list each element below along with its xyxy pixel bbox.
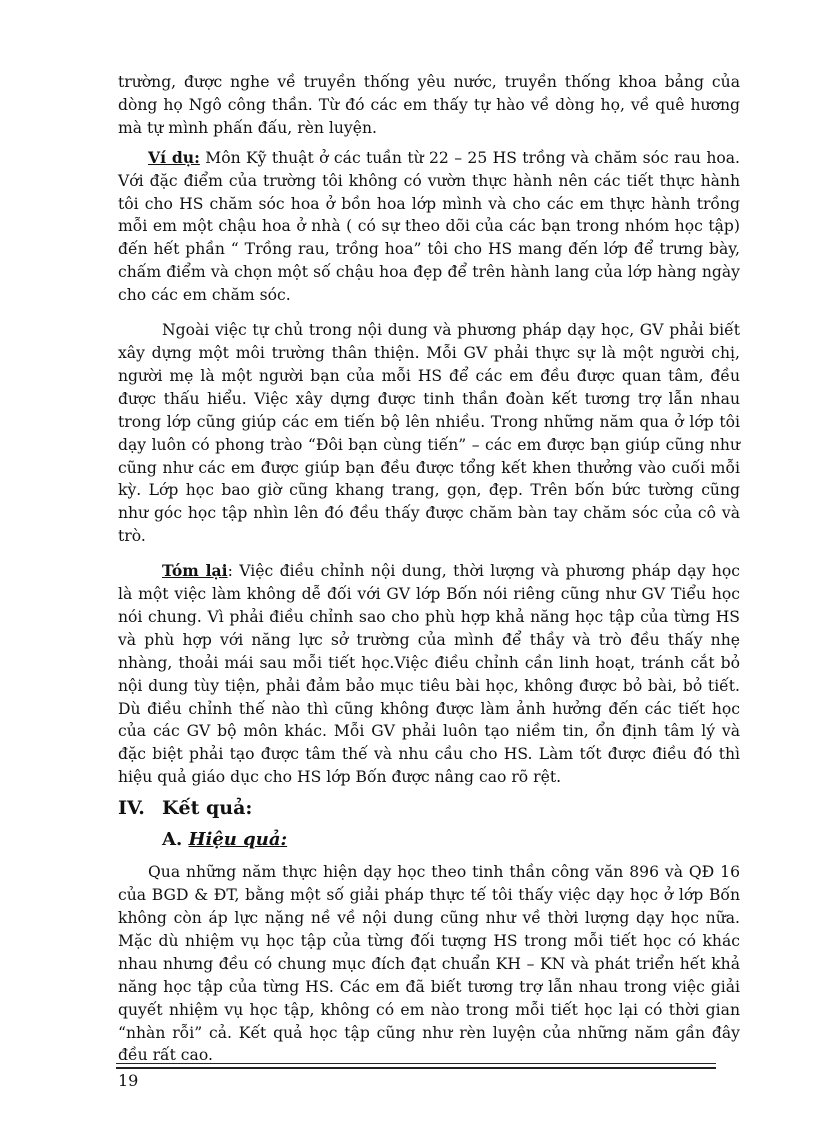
section-heading-results: [118, 794, 740, 822]
subsection-title: Hiệu quả:: [188, 829, 288, 851]
footer-rule-thick: [116, 1067, 716, 1069]
page-number: 19: [118, 1071, 139, 1090]
summary-lead: Tóm lại: [162, 561, 228, 581]
document-page: [118, 71, 740, 1067]
paragraph-example: [118, 147, 740, 307]
section-title: Kết quả:: [162, 797, 253, 820]
paragraph-environment: Ngoài việc tự chủ trong nội dung và phương pháp dạy học, GV phải biết xây dựng một môi trường thân thiện. Mỗi GV phải thực sự là một người chị, người mẹ là một người bạn của mỗi HS để các em đều được quan tâm, đều được thấu hiểu. Việc xây dựng được tinh thần đoàn kết tương trợ lẫn nhau trong lớp cũng giúp các em tiến bộ lên nhiều. Trong những năm qua ở lớp tôi dạy luôn có phong trào “Đôi bạn cùng tiến” – các em được bạn giúp cũng như cũng như các em được giúp bạn đều được tổng kết khen thưởng vào cuối mỗi kỳ. Lớp học bao giờ cũng khang trang, gọn, đẹp. Trên bốn bức tường cũng như góc học tập nhìn lên đó đều thấy được chăm bàn tay chăm sóc của cô và trò.: [118, 321, 740, 546]
subsection-heading-effectiveness: [118, 826, 740, 854]
subsection-letter: A.: [162, 829, 189, 851]
summary-text: : Việc điều chỉnh nội dung, thời lượng và phương pháp dạy học là một việc làm không dễ đối với GV lớp Bốn nói riêng cũng như GV Tiểu học nói chung. Vì phải điều chỉnh sao cho phù hợp khả năng học tập của từng HS và phù hợp với năng lực sở trường của mình để thầy và trò đều thấy nhẹ nhàng, thoải mái sau mỗi tiết học.Việc điều chỉnh cần linh hoạt, tránh cắt bỏ nội dung tùy tiện, phải đảm bảo mục tiêu bài học, không được bỏ bài, bỏ tiết. Dù điều chỉnh thế nào thì cũng không được làm ảnh hưởng đến các tiết học của các GV bộ môn khác. Mỗi GV phải luôn tạo niềm tin, ổn định tâm lý và đặc biệt phải tạo được tâm thế và nhu cầu cho HS. Làm tốt được điều đó thì hiệu quả giáo dục cho HS lớp Bốn được nâng cao rõ rệt.: [118, 562, 740, 787]
example-text: Môn Kỹ thuật ở các tuần từ 22 – 25 HS trồng và chăm sóc rau hoa. Với đặc điểm của trường tôi không có vườn thực hành nên các tiết thực hành tôi cho HS chăm sóc hoa ở bồn hoa lớp mình và cho các em thực hành trồng mỗi em một chậu hoa ở nhà ( có sự theo dõi của các bạn trong nhóm học tập) đến hết phần “ Trồng rau, trồng hoa” tôi cho HS mang đến lớp để trưng bày, chấm điểm và chọn một số chậu hoa đẹp để trên hành lang của lớp hàng ngày cho các em chăm sóc.: [118, 148, 741, 305]
section-number: IV.: [118, 797, 145, 820]
paragraph-results: Qua những năm thực hiện dạy học theo tinh thần công văn 896 và QĐ 16 của BGD & ĐT, bằng một số giải pháp thực tế tôi thấy việc dạy học ở lớp Bốn không còn áp lực nặng nề về nội dung cũng như về thời lượng dạy học nữa. Mặc dù nhiệm vụ học tập của từng đối tượng HS trong mỗi tiết học có khác nhau nhưng đều có chung mục đích đạt chuẩn KH – KN và phát triển hết khả năng học tập của từng HS. Các em đã biết tương trợ lẫn nhau trong việc giải quyết nhiệm vụ học tập, không có em nào trong mỗi tiết học lại có thời gian “nhàn rỗi” cả. Kết quả học tập cũng như rèn luyện của những năm gần đây đều rất cao.: [118, 863, 740, 1065]
paragraph-continuation: trường, được nghe về truyền thống yêu nước, truyền thống khoa bảng của dòng họ Ngô công thần. Từ đó các em thấy tự hào về dòng họ, về quê hương mà tự mình phấn đấu, rèn luyện.: [118, 73, 740, 137]
paragraph-summary: [118, 560, 740, 789]
example-lead: Ví dụ:: [148, 147, 200, 167]
footer-rule-thin: [116, 1063, 716, 1064]
